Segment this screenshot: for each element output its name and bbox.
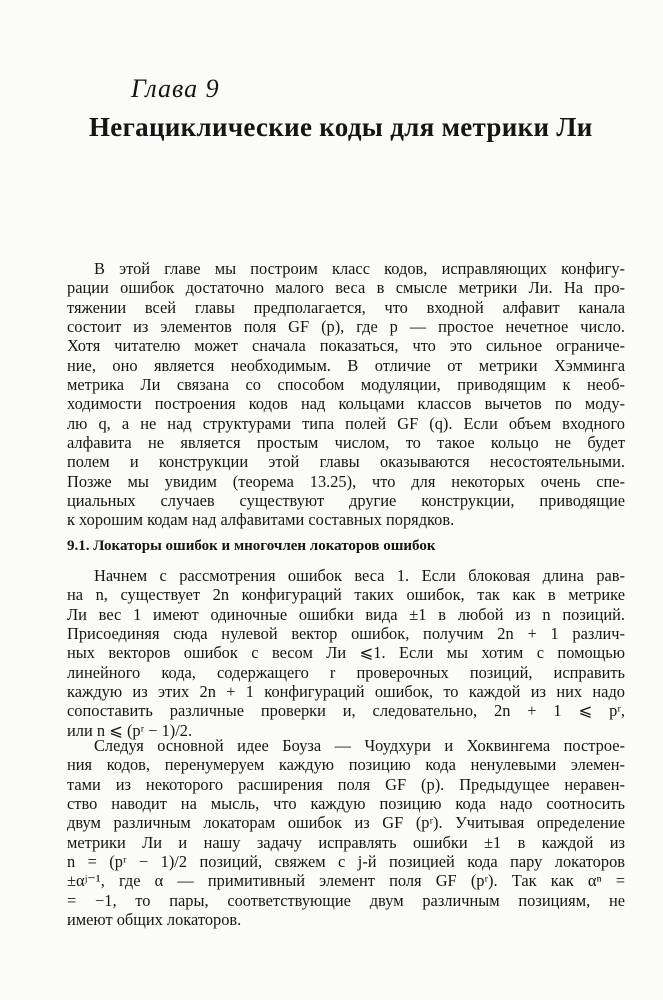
chapter-title: Негациклические коды для метрики Ли [89,112,593,142]
text-line: ных векторов ошибок с весом Ли ⩽1. Если мы хотим с помощью [67,643,625,663]
intro-paragraph [67,259,625,530]
text-line: ство наводит на мысль, что каждую позицию кода надо соотносить [67,794,625,814]
text-line: Присоединяя сюда нулевой вектор ошибок, получим 2n + 1 различ- [67,624,625,644]
text-line: алфавита не является простым числом, то такое кольцо не будет [67,433,625,453]
text-line: Ли вес 1 имеют одиночные ошибки вида ±1 в любой из n позиций. [67,604,625,624]
chapter-label: Глава 9 [131,74,220,103]
text-line: на n, существует 2n конфигураций таких ошибок, так как в метрике [67,585,625,605]
text-line: линейного кода, содержащего r проверочных позиций, исправить [67,662,625,682]
text-line: состоит из элементов поля GF (p), где p — простое нечетное число. [67,317,625,337]
text-line: = −1, то пары, соответствующие двум различным позициям, не [67,890,625,910]
section-paragraph-2 [67,736,625,929]
text-line: лю q, а не над структурами типа полей GF (q). Если объем входного [67,413,625,433]
text-line: Хотя читателю может сначала показаться, что это сильное ограниче- [67,336,625,356]
text-line: Позже мы увидим (теорема 13.25), что для некоторых очень спе- [67,471,625,491]
text-line: имеют общих локаторов. [67,910,242,930]
text-line: ния кодов, перенумеруем каждую позицию кода ненулевыми элемен- [67,755,625,775]
text-line: двум различным локаторам ошибок из GF (pʳ). Учитывая определение [67,813,625,833]
section-heading: 9.1. Локаторы ошибок и многочлен локаторов ошибок [67,538,436,554]
text-line: каждую из этих 2n + 1 конфигураций ошибок, то каждой из них надо [67,682,625,702]
text-line: метрика Ли связана со способом модуляции, приводящим к необ- [67,375,625,395]
text-line: полем и конструкции этой главы оказываются несостоятельными. [67,452,625,472]
text-line: Начнем с рассмотрения ошибок веса 1. Если блоковая длина рав- [94,566,625,585]
text-line: тяжении всей главы предполагается, что входной алфавит канала [67,297,625,317]
text-line: ±αʲ⁻¹, где α — примитивный элемент поля GF (pʳ). Так как αⁿ = [67,871,625,891]
text-line: циальных случаев существуют другие конструкции, приводящие [67,491,625,511]
text-line: В этой главе мы построим класс кодов, исправляющих конфигу- [94,259,625,278]
text-line: метрики Ли и нашу задачу исправлять ошибки ±1 в каждой из [67,832,625,852]
text-line: n = (pʳ − 1)/2 позиций, свяжем с j-й позицией кода пару локаторов [67,852,625,872]
text-line: ходимости построения кодов над кольцами классов вычетов по моду- [67,394,625,414]
text-line: или n ⩽ (pʳ − 1)/2. [67,720,193,740]
text-line: к хорошим кодам над алфавитами составных порядков. [67,510,455,530]
text-line: рации ошибок достаточно малого веса в смысле метрики Ли. На про- [67,278,625,298]
section-paragraph-1 [67,566,625,740]
text-line: сопоставить различные проверки и, следовательно, 2n + 1 ⩽ pʳ, [67,701,625,721]
text-line: тами из некоторого расширения поля GF (p). Предыдущее неравен- [67,774,625,794]
text-line: ние, оно является необходимым. В отличие от метрики Хэмминга [67,355,625,375]
text-line: Следуя основной идее Боуза — Чоудхури и Хоквингема построе- [94,736,625,755]
